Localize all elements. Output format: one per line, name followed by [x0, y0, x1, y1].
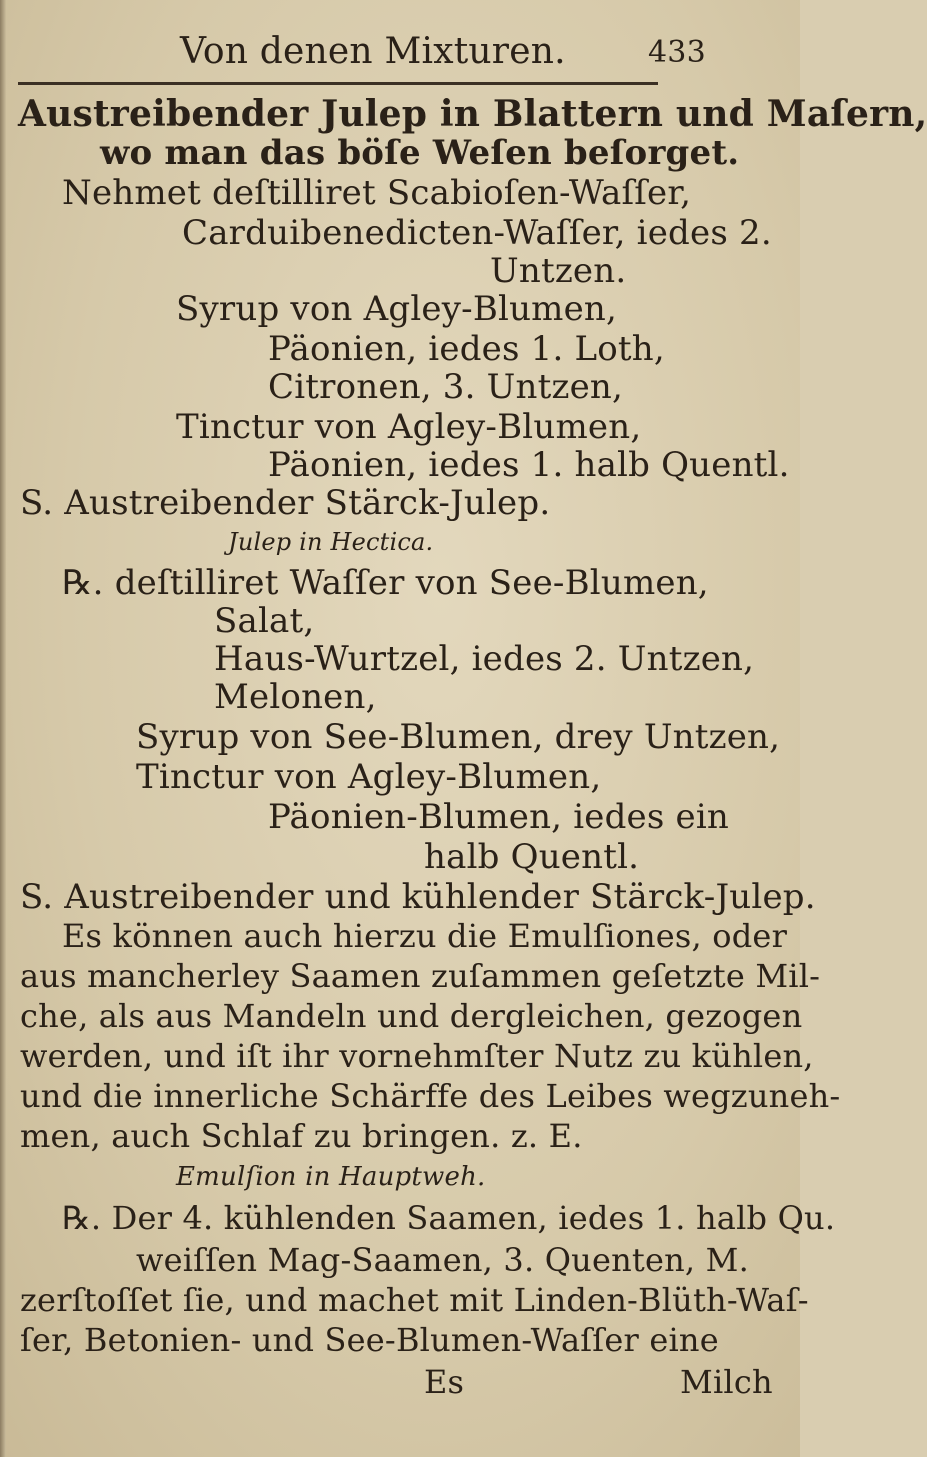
text-line: werden, und iſt ihr vornehmſter Nutz zu kühlen, [20, 1037, 814, 1075]
text-line: men, auch Schlaf zu bringen. z. E. [20, 1117, 583, 1155]
subheading: Julep in Hectica. [228, 528, 434, 556]
text-line: Tinctur von Agley-Blumen, [176, 407, 642, 447]
text-line: Tinctur von Agley-Blumen, [136, 757, 602, 797]
text-line: ℞. Der 4. kühlenden Saamen, iedes 1. halb Qu. [62, 1199, 836, 1237]
text-line: Syrup von Agley-Blumen, [176, 289, 618, 329]
text-line: che, als aus Mandeln und dergleichen, gezogen [20, 997, 803, 1035]
text-line: Salat, [214, 601, 315, 641]
text-line: ℞. deſtilliret Waſſer von See-Blumen, [62, 563, 709, 603]
text-line: Päonien-Blumen, iedes ein [268, 797, 730, 837]
page-edge-shadow [0, 0, 6, 1457]
text-line: halb Quentl. [424, 837, 640, 877]
text-line: Melonen, [214, 677, 377, 717]
section-heading: Austreibender Julep in Blattern und Maſern, [18, 93, 927, 135]
text-line: Nehmet deſtilliret Scabioſen-Waſſer, [62, 173, 692, 213]
text-line: weiſſen Mag-Saamen, 3. Quenten, M. [136, 1241, 750, 1279]
subheading: Emulſion in Hauptweh. [176, 1162, 486, 1192]
text-line: Es können auch hierzu die Emulſiones, oder [62, 917, 788, 955]
page-number: 433 [648, 35, 706, 70]
text-line: Haus-Wurtzel, iedes 2. Untzen, [214, 639, 755, 679]
text-line: Päonien, iedes 1. Loth, [268, 329, 665, 369]
text-line: zerſtoſſet ſie, und machet mit Linden-Blüth-Waſ- [20, 1281, 809, 1319]
text-line: Päonien, iedes 1. halb Quentl. [268, 445, 790, 485]
header-rule [18, 82, 658, 85]
running-header-title: Von denen Mixturen. [180, 31, 566, 72]
catchword: Milch [680, 1363, 773, 1401]
text-line: und die innerliche Schärffe des Leibes wegzuneh- [20, 1077, 841, 1115]
text-line: S. Austreibender Stärck-Julep. [20, 483, 551, 523]
section-heading-line-2: wo man das böſe Weſen beſorget. [100, 133, 740, 173]
text-line: aus mancherley Saamen zuſammen geſetzte Mil- [20, 957, 821, 995]
text-line: Untzen. [490, 251, 627, 291]
text-line: ſer, Betonien- und See-Blumen-Waſſer eine [20, 1321, 719, 1359]
text-line: Carduibenedicten-Waſſer, iedes 2. [182, 213, 772, 253]
text-line: Syrup von See-Blumen, drey Untzen, [136, 717, 781, 757]
text-line: S. Austreibender und kühlender Stärck-Julep. [20, 877, 816, 917]
catchword-left: Es [424, 1363, 465, 1401]
text-line: Citronen, 3. Untzen, [268, 367, 624, 407]
